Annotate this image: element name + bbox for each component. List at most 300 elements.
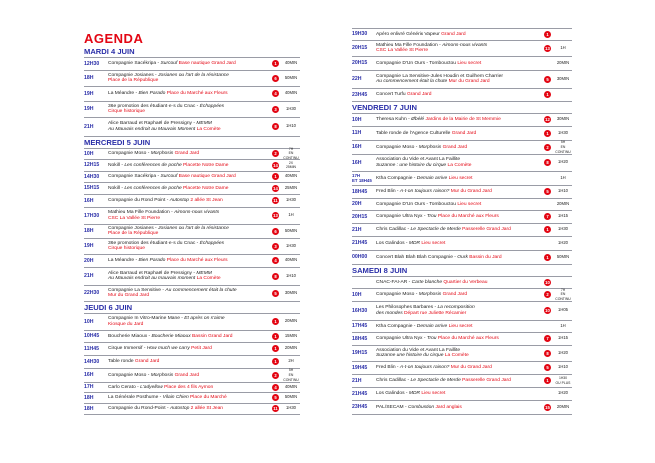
event-duration: 20MIN [284,345,298,351]
event-duration: 30MIN [556,75,570,81]
event-company: Compagnie La Sensitive - [108,287,166,293]
event-company: Compagnie Ultra Nyx - [376,214,427,219]
event-duration: 50MIN [284,394,298,400]
event-company: Los Galindos - [376,240,409,246]
event-venue: La Comète [443,353,469,359]
venue-number-badge: 11 [273,406,278,412]
event-description [376,61,541,67]
event-time: 18H [84,228,94,235]
event-company: La Méandre - [108,258,139,263]
event-duration: 1H [560,174,566,180]
event-duration: 15MIN [284,332,298,338]
event-time: 22H30 [84,290,100,297]
event-company: CNAC-FAI-AR - [376,279,412,285]
event-time: 16H30 [352,307,368,314]
event-description [376,74,541,85]
event-company: Theresa Kuhn - [376,117,412,122]
event-row [352,388,572,401]
venue-number-badge: 2 [544,144,551,151]
event-duration: 30MIN [284,289,298,295]
event-duration: 1H20 [557,349,568,355]
event-show-title: Au commencement était la chute [165,287,237,293]
event-company: Nokill - [108,162,125,168]
event-description [108,151,269,157]
event-row [352,237,572,251]
event-time: 14H30 [84,173,100,180]
event-duration: 20MIN [556,403,570,409]
venue-number-badge: 5 [544,364,551,371]
event-company: Compagnie Moso - [376,144,419,150]
event-duration: 1H30 [285,197,296,203]
event-show-title: Morphosis [150,151,174,156]
event-venue: Bassin Grand Jard [190,333,233,339]
venue-number-badge: 10 [545,279,550,285]
event-time: 00H00 [352,254,368,261]
event-show-title: Carte blanche [411,279,443,285]
event-row [352,321,572,334]
event-company: Chris Cadillac - [376,378,411,383]
event-duration: 50MIN [556,253,570,259]
event-show-title: Josianes ou l'art de la résistance [158,72,229,78]
agenda-title: AGENDA [84,31,144,46]
event-company: 36e promotion des étudiant·e·s du Cnac - [108,103,200,109]
event-row [352,186,572,199]
venue-number-badge: 8 [272,123,279,130]
event-row [352,346,572,363]
event-row [84,314,300,331]
event-row [352,29,572,41]
event-time: 10H [84,318,94,325]
event-row [84,369,300,383]
event-show-title: Vilain Chien [162,395,189,400]
event-company: Compagnie In Vitro-Marine Mane - [108,316,185,322]
event-company: Fred Blin - [376,365,400,370]
event-show-title: Les conférences de poche [124,162,182,168]
event-company: Association du Vide et Avant La Faillite [376,157,461,163]
event-company: Los Galindos - [376,391,409,396]
venue-number-badge: 14 [273,162,278,168]
event-description [108,359,269,365]
venue-number-badge: 1 [544,377,551,384]
venue-number-badge: 3 [272,106,279,113]
event-description [376,391,541,397]
event-venue: 2 allée St Jean [189,198,223,203]
event-row [84,239,300,255]
event-show-title: Bien Parado [138,91,166,96]
event-show-title: Autostop [169,406,190,411]
event-row [84,87,300,102]
event-description [108,91,269,97]
venue-number-badge: 2 [272,150,279,157]
venue-number-badge: 7 [544,335,551,342]
day-rows [84,148,300,303]
event-description [376,131,541,137]
event-description [376,227,541,233]
event-row [352,172,572,187]
event-company: Apéro enlivré Génériк Vapeur [376,31,442,37]
event-show-title: Boucherie Miaoux [151,333,191,339]
event-duration: 1H05 [557,307,568,313]
event-description [108,73,269,84]
event-time: 15H15 [84,185,100,192]
event-time: 20H15 [352,213,368,220]
event-venue: La Comète [195,126,221,132]
event-description [108,186,269,192]
event-time: 10H [352,291,362,298]
event-description [108,226,269,237]
event-time: 12H15 [84,162,100,169]
event-row [84,58,300,71]
event-duration: 40MIN [284,383,298,389]
event-description [108,121,269,132]
event-company: PAL/SECAM - [376,404,408,410]
event-duration: 1H [288,212,294,218]
event-time: 19H30 [352,31,368,38]
event-description [108,163,269,169]
event-description [376,32,541,38]
venue-number-badge: 1 [272,358,279,365]
event-duration: 1H30 [285,405,296,411]
event-company: Table ronde [108,359,135,364]
event-description [376,157,541,168]
venue-number-badge: 4 [272,90,279,97]
event-venue: Grand Jard [134,359,160,364]
event-company: Compagnie Ultra Nyx - [376,336,427,341]
event-venue: Place du Marché aux Fleurs [436,214,499,219]
event-duration: 50MIN [284,74,298,80]
event-company: Chris Cadillac - [376,227,411,232]
event-row [84,146,300,161]
event-time: 17H [84,384,94,391]
event-duration: 40MIN [284,173,298,179]
event-venue: Cirque historique [108,109,145,115]
venue-number-badge: 8 [544,159,551,166]
event-venue: Grand Jard [173,151,200,156]
event-description [108,210,269,221]
event-show-title: Morphosis [150,372,174,378]
event-venue: Grand Jard [441,31,466,37]
event-company: Ktha Compagnie - [376,175,417,181]
event-description [376,280,541,286]
event-description [376,117,541,123]
event-show-title: Aimons-nous vivants [442,42,488,48]
event-row [352,277,572,289]
venue-number-badge: 1 [272,318,279,325]
event-duration: 7H EN CONTINU [555,287,571,302]
event-show-title: MEMM Au Mauvais endroit au mauvais moment [108,270,212,282]
event-row [84,102,300,119]
event-description [376,241,541,247]
event-venue: Passerelle Grand Jard [460,227,511,232]
event-duration: 20MIN [556,59,570,65]
event-time: 12H30 [84,60,100,67]
event-company: Compagnie Josianes - [108,225,159,231]
event-time: 14H30 [84,358,100,365]
event-description [376,336,541,342]
event-company: Concert Turfu [376,92,407,97]
event-time: 19H [84,243,94,250]
event-description [376,324,541,330]
venue-number-badge: 1 [544,91,551,98]
event-company: La Méandre - [108,91,139,96]
event-duration: 20MIN [284,318,298,324]
day-heading: VENDREDI 7 JUIN [352,102,417,112]
event-venue: Passerelle Grand Jard [460,378,511,383]
event-row [84,118,300,137]
event-time: 19H [84,106,94,113]
event-time: 17H30 [84,212,100,219]
venue-number-badge: 2 [272,372,279,379]
event-venue: Placette Notre Dame [181,162,229,168]
event-venue: Place du Marché [188,395,227,400]
event-company: Les Philosophes Barbares - [376,305,438,311]
event-row [352,401,572,416]
event-company: Compagnie Sacékripa - [108,174,161,179]
event-row [352,251,572,266]
right-days [352,102,572,416]
event-time: 10H [352,116,362,123]
event-show-title: Le Spectacle de Merde [410,227,461,232]
event-show-title: MDR [408,391,421,396]
event-company: Compagnie du Rond-Point - [108,406,170,411]
event-venue: Place des 4 fils Aymon [162,384,214,390]
event-company: Fred Blin - [376,189,400,194]
event-venue: Mur du Grand Jard [449,189,492,194]
event-description [108,258,269,264]
venue-number-badge: 4 [272,257,279,264]
event-company: La Générale Posthume - [108,395,163,400]
event-row [352,302,572,321]
event-duration: 1H15 [557,213,568,219]
event-duration: 1H30 [557,226,568,232]
event-time: 10H45 [84,333,100,340]
event-time: 21H45 [352,390,368,397]
event-description [108,174,269,180]
event-row [84,172,300,184]
event-row [352,57,572,71]
venue-number-badge: 5 [272,394,279,401]
event-show-title: Josianes ou l'art de la résistance [158,225,229,231]
event-venue: Lieu secret [447,323,473,329]
event-venue: Base nautique Grand Jard [177,174,236,179]
venue-number-badge: 2 [544,291,551,298]
event-description [376,378,541,384]
event-row [352,155,572,172]
event-row [352,289,572,303]
day-heading: SAMEDI 8 JUIN [352,266,408,275]
event-duration: 1H30 OU PLUS [555,376,571,385]
event-company: Compagnie Sacékripa - [108,61,161,66]
event-venue: CSC La Vallée St Pierre [108,215,161,221]
event-duration: 25MIN [284,184,298,190]
event-description [108,395,269,401]
event-show-title: How much we carry [146,346,190,351]
event-show-title: Ourk [457,254,468,260]
event-company: Ktha Compagnie - [376,323,417,329]
event-duration: 1H30 [285,242,296,248]
event-show-title: Morphosis [418,292,442,297]
event-show-title: A-t-on toujours raison? [399,189,450,194]
event-duration: 1H [560,322,566,328]
event-row [84,286,300,303]
event-row [84,160,300,172]
event-venue: Mur du Grand Jard [447,79,490,85]
venue-number-badge: 1 [272,333,279,340]
event-description [376,92,541,98]
venue-number-badge: 4 [272,384,279,391]
event-time: 21H [352,226,362,233]
event-venue: Grand Jard [441,144,468,150]
event-row [84,225,300,240]
event-time: 16H [84,197,94,204]
event-description [108,271,269,282]
venue-number-badge: 8 [544,350,551,357]
event-venue: Lieu secret [420,391,446,396]
event-venue: Lieu secret [457,201,482,207]
event-duration: 2X 25MIN [286,160,296,170]
event-row [84,268,300,286]
day-heading: MERCREDI 5 JUIN [84,137,151,147]
event-show-title: Suzanne : une histoire du cirque [376,162,447,168]
right-continued-rows [352,28,572,102]
event-description [108,61,269,67]
venue-number-badge: 11 [273,198,278,204]
left-days [84,46,300,415]
venue-number-badge: 5 [272,290,279,297]
venue-number-badge: 15 [545,404,550,410]
venue-number-badge: 1 [272,345,279,352]
event-time: 16H [352,144,362,151]
event-time: 20H [84,257,94,264]
event-time: 22H [352,76,362,83]
event-duration: 1H20 [557,159,568,165]
event-time: 23H45 [352,404,368,411]
event-description [376,255,541,261]
event-description [108,198,269,204]
event-row [352,141,572,156]
agenda-left-column [84,32,300,415]
event-row [84,331,300,344]
event-time: 20H15 [352,45,368,52]
event-time: 16H [352,159,362,166]
event-row [84,195,300,209]
event-duration: 20MIN [556,200,570,206]
event-row [84,255,300,269]
event-company: Compagnie La Sensitive-Jules Houdin et Guilhem Charrier [376,73,503,79]
event-show-title: Suzanne une histoire du cirque [376,353,444,359]
event-time: 18H [84,405,94,412]
event-company: Association du Vide et Avant La Faillite [376,347,461,353]
event-row [352,114,572,128]
event-show-title: Morphosis [418,144,442,150]
event-venue: Kiosque du Jard [108,321,144,327]
event-row [352,199,572,212]
event-company: Boucherie Miaoux - [108,333,152,339]
venue-number-badge: 1 [544,31,551,38]
event-company: Table ronde de l'Agence Culturelle [376,130,452,136]
event-company: Nokill - [108,185,125,191]
event-description [108,373,269,379]
event-duration: 40MIN [284,90,298,96]
event-venue: Départ rue Juliette Récamier [402,310,467,316]
day-rows [352,113,572,266]
event-description [376,405,541,411]
event-show-title: Le Spectacle de Merde [410,378,461,383]
event-show-title: Échappées [199,240,225,246]
event-venue: Lieu secret [447,175,473,181]
venue-number-badge: 12 [545,117,550,123]
venue-number-badge: 7 [544,213,551,220]
venue-number-badge: 13 [273,213,278,219]
event-row [84,183,300,195]
event-time: 21H [352,377,362,384]
venue-number-badge: 6 [272,75,279,82]
event-company: Compagnie Moso - [108,151,151,156]
event-description [108,316,269,327]
event-venue: Place du Marché aux Fleurs [165,91,228,96]
venue-number-badge: 6 [272,228,279,235]
event-description [376,214,541,220]
event-venue: Bassin du Jard [467,254,502,260]
event-time: 20H15 [352,60,368,67]
day-rows [84,313,300,415]
event-row [352,71,572,90]
event-venue: Place de la République [108,231,159,237]
event-company: 36e promotion des étudiant·e·s du Cnac - [108,240,200,246]
venue-number-badge: 1 [272,173,279,180]
event-show-title: Les conférences de poche [124,185,182,191]
event-show-title: Combustion [407,404,435,410]
event-row [352,333,572,346]
venue-number-badge: 1 [544,226,551,233]
event-venue: Grand Jard [407,92,432,97]
event-duration: 40MIN [284,257,298,263]
event-venue: Place du Marché aux Fleurs [165,258,228,263]
event-row [352,362,572,375]
event-duration: 1H15 [557,335,568,341]
event-row [84,383,300,394]
event-venue: Placette Notre Dame [181,185,229,191]
event-time: 19H [84,90,94,97]
event-row [352,41,572,58]
event-row [352,211,572,224]
event-duration: 1H10 [557,188,568,194]
event-venue: Cirque historique [108,246,145,252]
event-company: Concert Blah Blah Blah Compagnie - [376,254,458,260]
day-heading: JEUDI 6 JUIN [84,303,133,312]
event-show-title: L'adyellow [140,384,163,390]
event-description [376,365,541,371]
event-description [376,305,541,316]
event-duration: 2H [288,358,294,364]
event-row [352,127,572,141]
event-time: 18H [84,394,94,401]
event-company: Compagnie Moso - [376,292,419,297]
event-company: Compagnie du Rond Point - [108,198,170,203]
event-time: 16H [84,372,94,379]
event-time: 11H45 [84,345,99,352]
event-duration: 7H EN CONTINU [283,146,299,161]
event-description [108,241,269,252]
event-show-title: Surcouf [160,61,178,66]
event-description [108,334,269,340]
event-time: 20H [352,201,362,208]
venue-number-badge: 14 [273,185,278,191]
event-show-title: Autostop [169,198,190,203]
event-show-title: Bien Parado [138,258,166,263]
event-show-title: Demain arrive [416,175,448,181]
event-duration: 5H EN CONTINU [283,368,299,382]
